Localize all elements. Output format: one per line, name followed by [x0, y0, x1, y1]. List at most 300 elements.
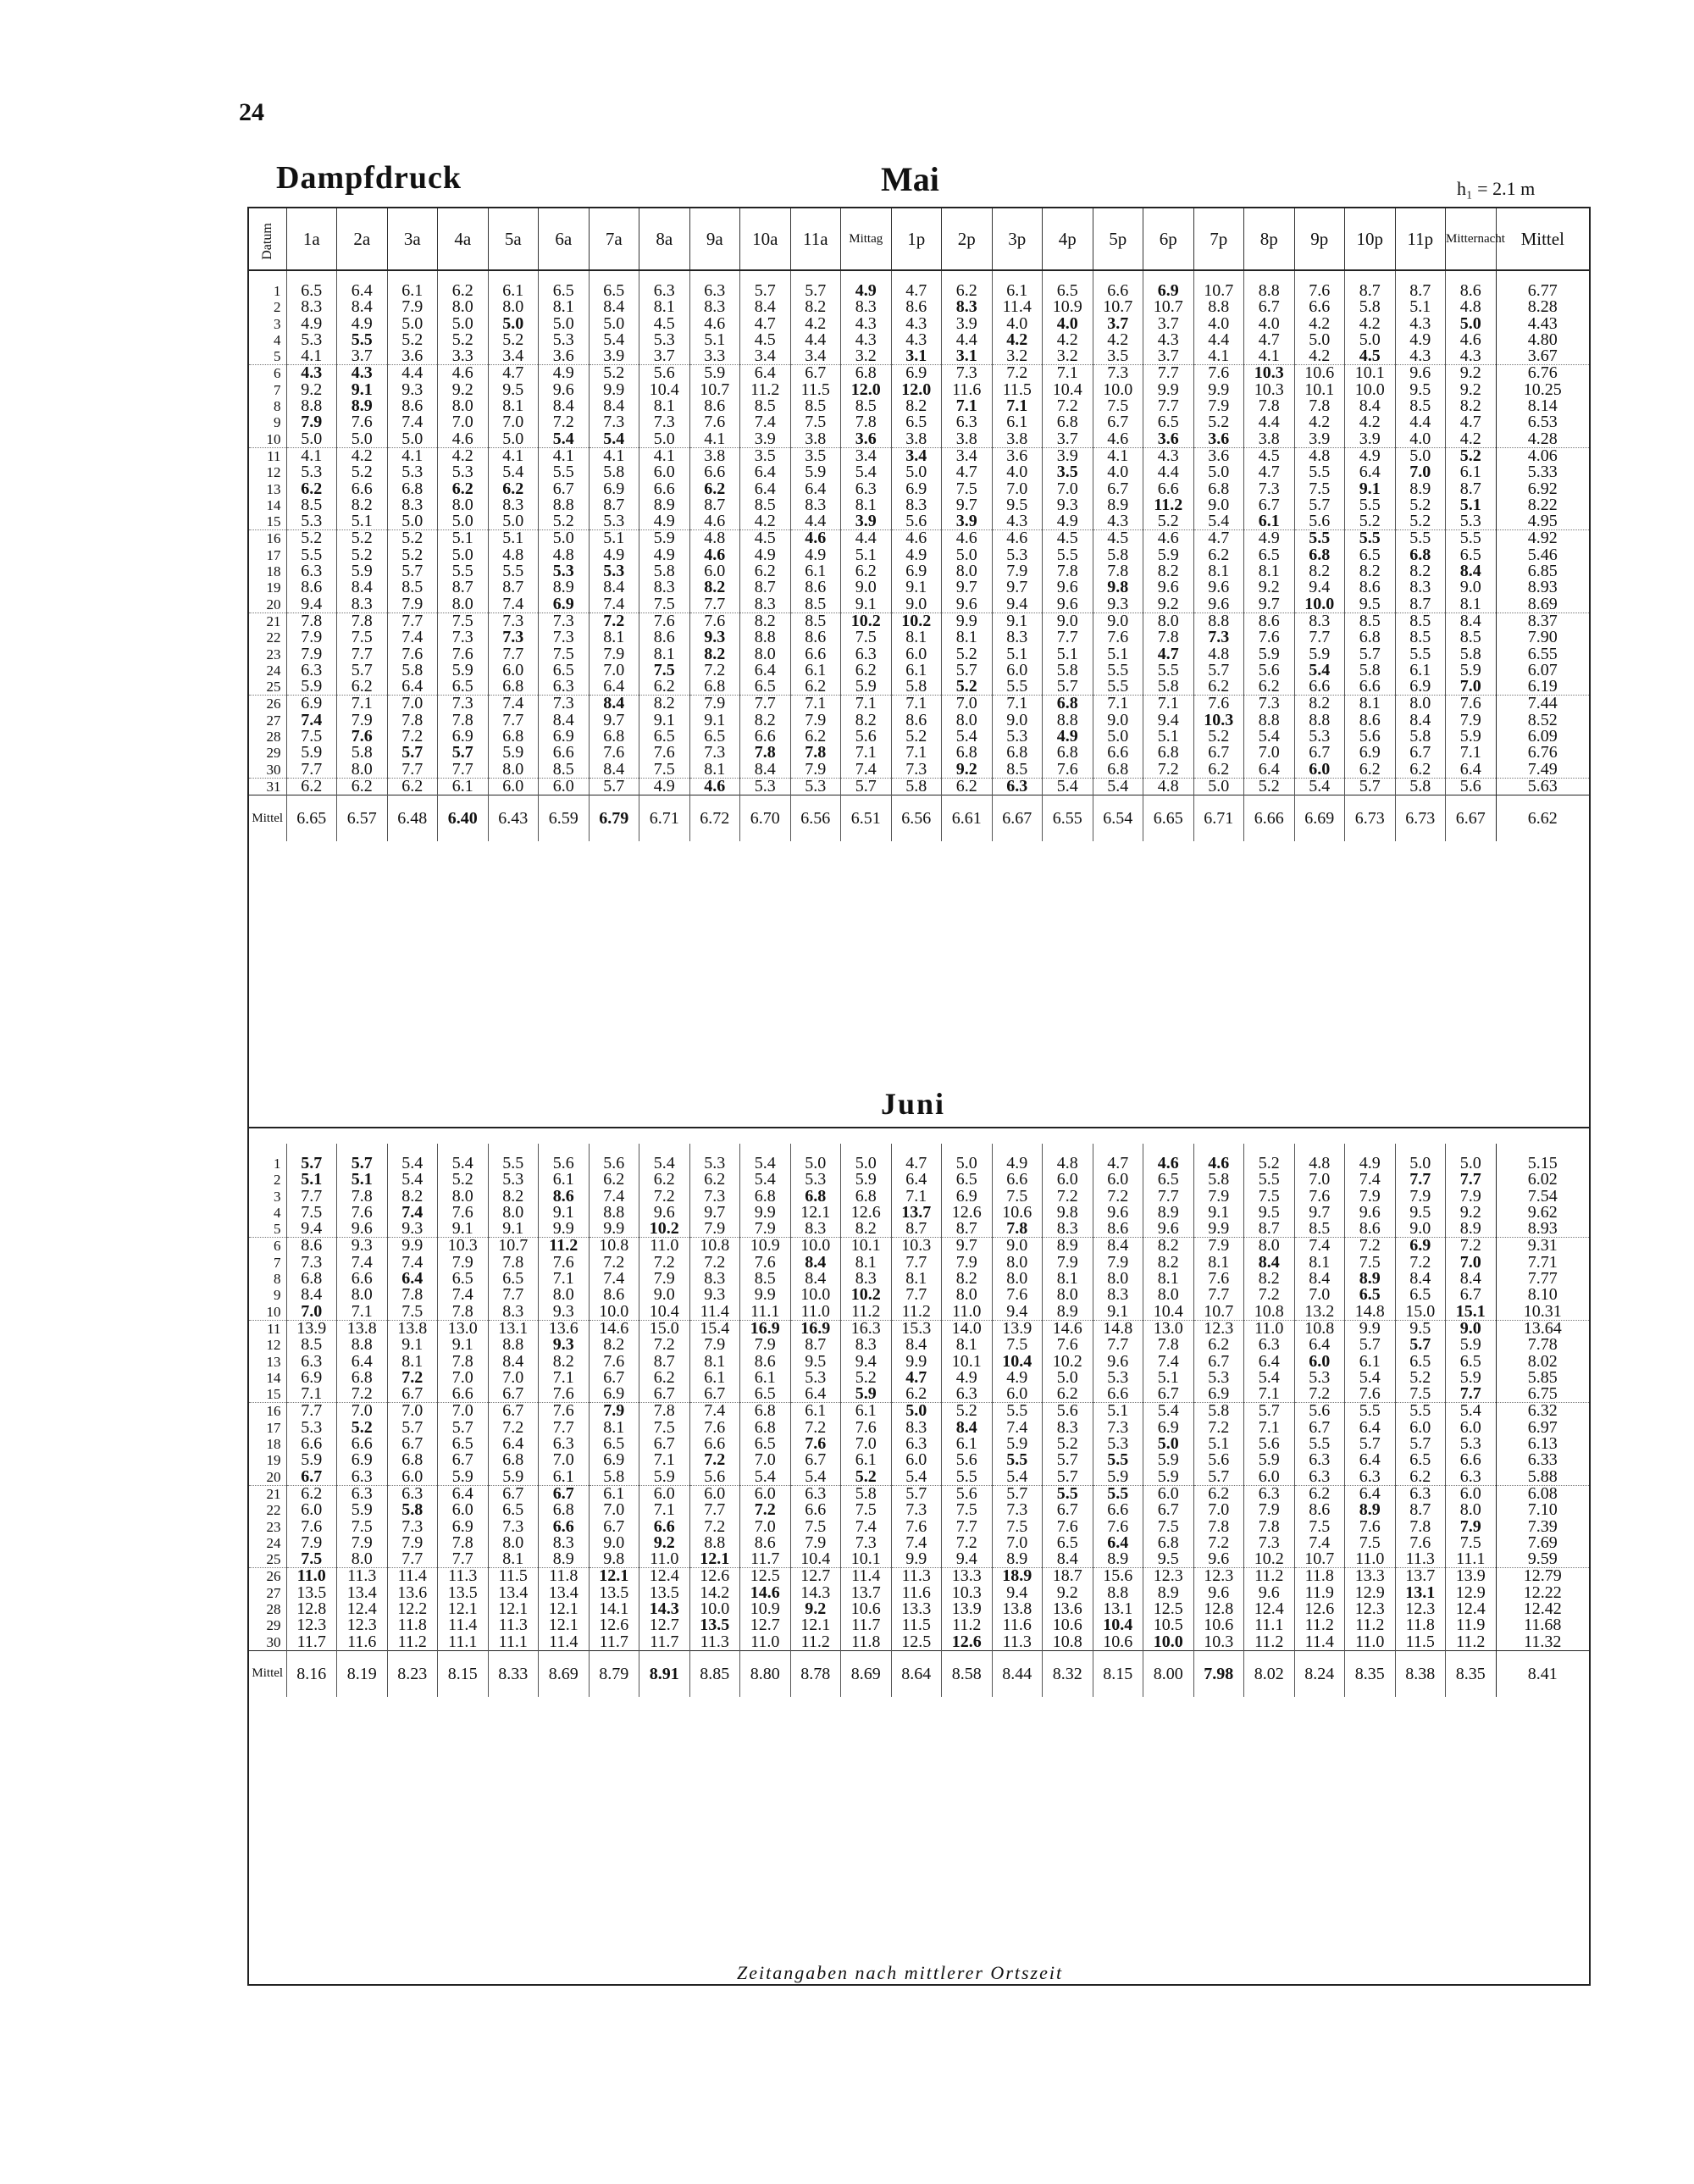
value-cell: 8.4 [740, 762, 791, 779]
value-cell: 3.4 [841, 447, 892, 464]
daily-mean-cell: 5.15 [1496, 1156, 1589, 1172]
value-cell: 12.1 [790, 1205, 841, 1221]
value-cell: 6.6 [337, 1271, 388, 1287]
value-cell: 6.4 [740, 464, 791, 480]
value-cell: 8.2 [689, 646, 740, 662]
value-cell: 7.4 [841, 762, 892, 779]
value-cell: 9.2 [639, 1535, 690, 1551]
table-row [249, 1502, 1589, 1518]
value-cell: 12.9 [1345, 1585, 1396, 1601]
value-cell: 8.1 [1193, 563, 1244, 579]
value-cell: 8.1 [891, 1271, 942, 1287]
value-cell: 6.3 [286, 662, 337, 679]
day-cell: 23 [266, 1518, 281, 1535]
value-cell: 9.1 [1193, 1205, 1244, 1221]
value-cell: 7.5 [286, 1205, 337, 1221]
value-cell: 8.8 [1193, 613, 1244, 629]
value-cell: 9.4 [992, 1304, 1043, 1321]
value-cell: 12.2 [387, 1601, 438, 1617]
value-cell: 7.0 [1294, 1172, 1345, 1188]
day-cell: 27 [266, 1584, 281, 1601]
value-cell: 6.3 [539, 1436, 590, 1452]
value-cell: 8.8 [740, 629, 791, 646]
value-cell: 3.4 [891, 447, 942, 464]
value-cell: 8.7 [438, 579, 489, 596]
value-cell: 5.7 [942, 662, 993, 679]
value-cell: 5.9 [1446, 1370, 1497, 1386]
value-cell: 11.3 [689, 1634, 740, 1651]
value-cell: 7.6 [992, 1287, 1043, 1303]
value-cell: 7.9 [337, 712, 388, 729]
value-cell: 5.7 [1294, 497, 1345, 513]
value-cell: 6.8 [1043, 696, 1093, 712]
value-cell: 6.5 [1345, 1287, 1396, 1303]
value-cell: 7.9 [1244, 1502, 1295, 1518]
header-hour: 1a [286, 208, 337, 270]
value-cell: 6.9 [891, 563, 942, 579]
day-cell: 24 [266, 662, 281, 679]
value-cell: 9.6 [1193, 1551, 1244, 1568]
table-row [249, 1634, 1589, 1651]
value-cell: 12.1 [539, 1617, 590, 1633]
value-cell: 8.0 [337, 762, 388, 779]
value-cell: 6.9 [286, 1370, 337, 1386]
value-cell: 8.0 [488, 1205, 539, 1221]
value-cell: 6.7 [1294, 1420, 1345, 1436]
value-cell: 4.6 [689, 513, 740, 530]
value-cell: 4.7 [1244, 464, 1295, 480]
value-cell: 9.6 [1244, 1585, 1295, 1601]
value-cell: 6.4 [1294, 1337, 1345, 1353]
value-cell: 8.0 [337, 1551, 388, 1568]
value-cell: 7.3 [438, 696, 489, 712]
value-cell: 5.7 [740, 283, 791, 299]
value-cell: 6.7 [1143, 1502, 1194, 1518]
value-cell: 4.8 [689, 530, 740, 547]
day-cell: 12 [266, 464, 281, 481]
value-cell: 6.6 [992, 1172, 1043, 1188]
value-cell: 5.4 [740, 1469, 791, 1486]
value-cell: 5.2 [841, 1469, 892, 1486]
value-cell: 6.0 [1043, 1172, 1093, 1188]
value-cell: 8.3 [488, 1304, 539, 1321]
value-cell: 5.6 [1294, 513, 1345, 530]
value-cell: 9.9 [1143, 382, 1194, 398]
value-cell: 5.5 [1345, 530, 1396, 547]
value-cell: 7.2 [1043, 398, 1093, 414]
value-cell: 7.7 [438, 1551, 489, 1568]
daily-mean-cell: 12.79 [1496, 1568, 1589, 1585]
value-cell: 8.1 [589, 1420, 639, 1436]
value-cell: 7.4 [488, 696, 539, 712]
value-cell: 5.3 [992, 547, 1043, 563]
value-cell: 6.9 [1143, 1420, 1194, 1436]
value-cell: 9.9 [891, 1354, 942, 1370]
value-cell: 6.1 [841, 1452, 892, 1468]
value-cell: 6.0 [1395, 1420, 1446, 1436]
value-cell: 13.3 [942, 1568, 993, 1585]
value-cell: 5.2 [891, 729, 942, 745]
day-cell: 11 [249, 1320, 286, 1337]
header-hour: 4a [438, 208, 489, 270]
value-cell: 9.0 [1093, 712, 1143, 729]
value-cell: 6.0 [740, 1485, 791, 1502]
value-cell: 6.2 [1395, 1469, 1446, 1486]
daily-mean-cell: 7.49 [1496, 762, 1589, 779]
value-cell: 4.6 [438, 365, 489, 382]
value-cell: 7.7 [1143, 365, 1194, 382]
value-cell: 7.3 [1244, 696, 1295, 712]
value-cell: 12.0 [891, 382, 942, 398]
value-cell: 5.4 [1244, 729, 1295, 745]
table-row [249, 299, 1589, 315]
value-cell: 8.0 [1043, 1287, 1093, 1303]
value-cell: 7.2 [639, 1337, 690, 1353]
value-cell: 13.1 [488, 1320, 539, 1337]
value-cell: 5.5 [1093, 1485, 1143, 1502]
value-cell: 5.5 [1143, 662, 1194, 679]
day-cell: 9 [274, 414, 281, 431]
value-cell: 11.2 [1244, 1634, 1295, 1651]
value-cell: 6.7 [539, 1485, 590, 1502]
value-cell: 6.5 [639, 729, 690, 745]
value-cell: 5.6 [1446, 778, 1497, 795]
value-cell: 7.5 [639, 1420, 690, 1436]
value-cell: 8.3 [841, 1337, 892, 1353]
daily-mean-cell: 5.88 [1496, 1469, 1589, 1486]
value-cell: 5.5 [1395, 646, 1446, 662]
value-cell: 6.3 [790, 1485, 841, 1502]
table-row [249, 778, 1589, 795]
value-cell: 10.6 [1294, 365, 1345, 382]
value-cell: 9.6 [639, 1205, 690, 1221]
value-cell: 6.3 [1395, 1485, 1446, 1502]
value-cell: 7.3 [488, 629, 539, 646]
value-cell: 8.7 [589, 497, 639, 513]
value-cell: 3.9 [1345, 431, 1396, 448]
value-cell: 7.2 [1143, 762, 1194, 779]
value-cell: 6.8 [488, 1452, 539, 1468]
hourly-mean-cell: 6.51 [841, 795, 892, 842]
value-cell: 4.8 [1143, 778, 1194, 795]
day-cell: 22 [266, 629, 281, 646]
hourly-mean-cell: 6.61 [942, 795, 993, 842]
value-cell: 12.3 [1143, 1568, 1194, 1585]
value-cell: 3.7 [337, 348, 388, 365]
value-cell: 7.5 [639, 762, 690, 779]
value-cell: 6.3 [286, 563, 337, 579]
value-cell: 6.8 [488, 679, 539, 696]
value-cell: 7.5 [286, 729, 337, 745]
value-cell: 7.9 [1446, 1189, 1497, 1205]
value-cell: 6.3 [639, 283, 690, 299]
value-cell: 11.2 [740, 382, 791, 398]
value-cell: 13.7 [891, 1205, 942, 1221]
value-cell: 7.4 [286, 712, 337, 729]
value-cell: 9.1 [891, 579, 942, 596]
value-cell: 5.3 [387, 464, 438, 480]
value-cell: 6.8 [1043, 414, 1093, 430]
value-cell: 7.0 [992, 481, 1043, 497]
value-cell: 4.7 [1193, 530, 1244, 547]
value-cell: 6.4 [337, 1354, 388, 1370]
value-cell: 6.5 [1244, 547, 1295, 563]
value-cell: 5.1 [488, 530, 539, 547]
value-cell: 9.6 [1043, 579, 1093, 596]
value-cell: 8.1 [1143, 1271, 1194, 1287]
value-cell: 8.1 [1244, 563, 1295, 579]
value-cell: 8.5 [790, 596, 841, 613]
value-cell: 7.6 [539, 1386, 590, 1403]
value-cell: 6.5 [1395, 1354, 1446, 1370]
value-cell: 5.4 [639, 1156, 690, 1172]
value-cell: 13.1 [1395, 1585, 1446, 1601]
value-cell: 6.2 [337, 679, 388, 696]
hourly-mean-cell: 8.58 [942, 1650, 993, 1697]
value-cell: 8.6 [1294, 1502, 1345, 1518]
value-cell: 8.2 [841, 1221, 892, 1238]
value-cell: 3.8 [942, 431, 993, 448]
value-cell: 6.3 [387, 1485, 438, 1502]
value-cell: 4.1 [1093, 447, 1143, 464]
value-cell: 5.9 [286, 679, 337, 696]
value-cell: 7.5 [337, 629, 388, 646]
value-cell: 8.3 [1043, 1420, 1093, 1436]
value-cell: 6.7 [639, 1386, 690, 1403]
value-cell: 8.5 [992, 762, 1043, 779]
value-cell: 6.2 [790, 729, 841, 745]
value-cell: 6.5 [1446, 547, 1497, 563]
value-cell: 6.8 [1294, 547, 1345, 563]
day-cell: 8 [274, 1271, 281, 1288]
value-cell: 4.9 [992, 1156, 1043, 1172]
value-cell: 9.1 [387, 1337, 438, 1353]
day-cell: 28 [266, 729, 281, 746]
value-cell: 6.0 [689, 1485, 740, 1502]
value-cell: 6.4 [891, 1172, 942, 1188]
value-cell: 7.1 [1446, 745, 1497, 761]
value-cell: 4.5 [740, 332, 791, 348]
value-cell: 7.3 [891, 1502, 942, 1518]
value-cell: 6.2 [841, 563, 892, 579]
value-cell: 6.1 [841, 1403, 892, 1420]
value-cell: 11.2 [539, 1238, 590, 1255]
value-cell: 3.7 [1093, 316, 1143, 332]
table-row [249, 1452, 1589, 1468]
hourly-mean-cell: 6.57 [337, 795, 388, 842]
value-cell: 5.5 [1345, 497, 1396, 513]
day-cell: 2 [274, 299, 281, 316]
value-cell: 7.2 [689, 662, 740, 679]
table-row [249, 1568, 1589, 1585]
header-hour: 9a [689, 208, 740, 270]
value-cell: 8.4 [942, 1420, 993, 1436]
value-cell: 5.6 [1244, 662, 1295, 679]
value-cell: 11.2 [1446, 1634, 1497, 1651]
page-number: 24 [239, 98, 264, 126]
value-cell: 6.2 [1193, 547, 1244, 563]
table-row [249, 1354, 1589, 1370]
value-cell: 7.3 [639, 414, 690, 430]
value-cell: 10.1 [942, 1354, 993, 1370]
value-cell: 6.8 [1193, 481, 1244, 497]
value-cell: 6.7 [1294, 745, 1345, 761]
value-cell: 3.9 [1043, 447, 1093, 464]
value-cell: 6.2 [1193, 679, 1244, 696]
daily-mean-cell: 11.68 [1496, 1617, 1589, 1633]
value-cell: 5.9 [1093, 1469, 1143, 1486]
value-cell: 6.6 [1446, 1452, 1497, 1468]
value-cell: 10.9 [1043, 299, 1093, 315]
value-cell: 4.2 [1345, 316, 1396, 332]
value-cell: 15.4 [689, 1320, 740, 1337]
value-cell: 5.3 [790, 1172, 841, 1188]
overall-mean-cell: 6.62 [1496, 795, 1589, 842]
daily-mean-cell: 6.09 [1496, 729, 1589, 745]
value-cell: 8.0 [438, 497, 489, 513]
daily-mean-cell: 4.95 [1496, 513, 1589, 530]
value-cell: 9.1 [689, 712, 740, 729]
day-cell: 23 [266, 646, 281, 662]
value-cell: 5.5 [1294, 1436, 1345, 1452]
value-cell: 7.0 [992, 1535, 1043, 1551]
value-cell: 3.4 [942, 447, 993, 464]
daily-mean-cell: 6.33 [1496, 1452, 1589, 1468]
hourly-mean-cell: 6.65 [1143, 795, 1194, 842]
value-cell: 7.3 [1093, 365, 1143, 382]
value-cell: 5.2 [387, 332, 438, 348]
value-cell: 9.9 [589, 1221, 639, 1238]
value-cell: 7.8 [992, 1221, 1043, 1238]
value-cell: 6.8 [790, 1189, 841, 1205]
value-cell: 3.1 [942, 348, 993, 365]
value-cell: 6.6 [337, 481, 388, 497]
value-cell: 7.7 [488, 712, 539, 729]
day-cell: 18 [266, 1436, 281, 1453]
day-cell: 26 [249, 696, 286, 712]
value-cell: 7.2 [589, 613, 639, 629]
value-cell: 12.3 [1345, 1601, 1396, 1617]
value-cell: 15.6 [1093, 1568, 1143, 1585]
value-cell: 7.9 [1043, 1255, 1093, 1271]
value-cell: 3.5 [1043, 464, 1093, 480]
value-cell: 8.2 [740, 613, 791, 629]
value-cell: 9.7 [992, 579, 1043, 596]
daily-mean-cell: 6.08 [1496, 1485, 1589, 1502]
value-cell: 7.6 [1294, 283, 1345, 299]
value-cell: 7.1 [891, 745, 942, 761]
daily-mean-cell: 4.92 [1496, 530, 1589, 547]
value-cell: 5.0 [1395, 447, 1446, 464]
value-cell: 5.3 [992, 729, 1043, 745]
value-cell: 8.6 [286, 579, 337, 596]
value-cell: 9.2 [790, 1601, 841, 1617]
value-cell: 5.2 [387, 547, 438, 563]
value-cell: 9.6 [1193, 579, 1244, 596]
day-cell: 3 [274, 315, 281, 332]
value-cell: 8.2 [790, 299, 841, 315]
value-cell: 7.5 [992, 1519, 1043, 1535]
value-cell: 5.9 [488, 1469, 539, 1486]
value-cell: 7.7 [387, 613, 438, 629]
value-cell: 3.4 [790, 348, 841, 365]
value-cell: 6.2 [1345, 762, 1396, 779]
value-cell: 12.6 [1294, 1601, 1345, 1617]
day-cell: 14 [266, 1369, 281, 1386]
value-cell: 8.9 [1446, 1221, 1497, 1238]
value-cell: 6.2 [639, 1172, 690, 1188]
value-cell: 9.4 [1294, 579, 1345, 596]
value-cell: 3.2 [841, 348, 892, 365]
value-cell: 7.3 [539, 629, 590, 646]
header-hour: 6p [1143, 208, 1194, 270]
value-cell: 5.4 [589, 332, 639, 348]
value-cell: 9.4 [992, 1585, 1043, 1601]
value-cell: 13.8 [337, 1320, 388, 1337]
value-cell: 9.6 [1345, 1205, 1396, 1221]
value-cell: 5.7 [841, 778, 892, 795]
value-cell: 5.1 [438, 530, 489, 547]
value-cell: 5.5 [488, 1156, 539, 1172]
value-cell: 11.4 [689, 1304, 740, 1321]
header-hour: 3a [387, 208, 438, 270]
value-cell: 5.5 [992, 1452, 1043, 1468]
value-cell: 8.2 [740, 712, 791, 729]
value-cell: 7.1 [841, 745, 892, 761]
value-cell: 8.2 [387, 1189, 438, 1205]
value-cell: 6.7 [488, 1386, 539, 1403]
value-cell: 5.2 [488, 332, 539, 348]
value-cell: 7.4 [1143, 1354, 1194, 1370]
value-cell: 6.8 [841, 1189, 892, 1205]
value-cell: 5.2 [387, 530, 438, 547]
value-cell: 5.0 [1193, 464, 1244, 480]
value-cell: 8.0 [992, 1255, 1043, 1271]
day-cell: 24 [266, 1534, 281, 1551]
value-cell: 4.9 [790, 547, 841, 563]
value-cell: 6.1 [1244, 513, 1295, 530]
value-cell: 5.4 [539, 431, 590, 448]
hourly-mean-cell: 8.15 [438, 1650, 489, 1697]
daily-mean-cell: 5.33 [1496, 464, 1589, 480]
value-cell: 11.1 [438, 1634, 489, 1651]
value-cell: 7.9 [689, 1221, 740, 1238]
value-cell: 6.1 [539, 1172, 590, 1188]
value-cell: 6.3 [942, 414, 993, 430]
value-cell: 11.2 [1143, 497, 1194, 513]
value-cell: 5.0 [539, 530, 590, 547]
value-cell: 7.6 [1043, 762, 1093, 779]
table-row [249, 1337, 1589, 1353]
value-cell: 4.7 [1446, 414, 1497, 430]
value-cell: 7.0 [488, 1370, 539, 1386]
daily-mean-cell: 7.90 [1496, 629, 1589, 646]
value-cell: 5.9 [1446, 729, 1497, 745]
value-cell: 9.3 [337, 1238, 388, 1255]
value-cell: 8.9 [1345, 1271, 1396, 1287]
value-cell: 7.7 [539, 1420, 590, 1436]
value-cell: 5.4 [438, 1156, 489, 1172]
value-cell: 5.0 [1345, 332, 1396, 348]
value-cell: 5.8 [1395, 729, 1446, 745]
value-cell: 8.1 [639, 398, 690, 414]
value-cell: 7.6 [639, 745, 690, 761]
value-cell: 5.7 [790, 283, 841, 299]
header-hour: Mitternacht [1446, 208, 1497, 270]
value-cell: 13.0 [438, 1320, 489, 1337]
value-cell: 7.4 [740, 414, 791, 430]
value-cell: 6.6 [539, 745, 590, 761]
